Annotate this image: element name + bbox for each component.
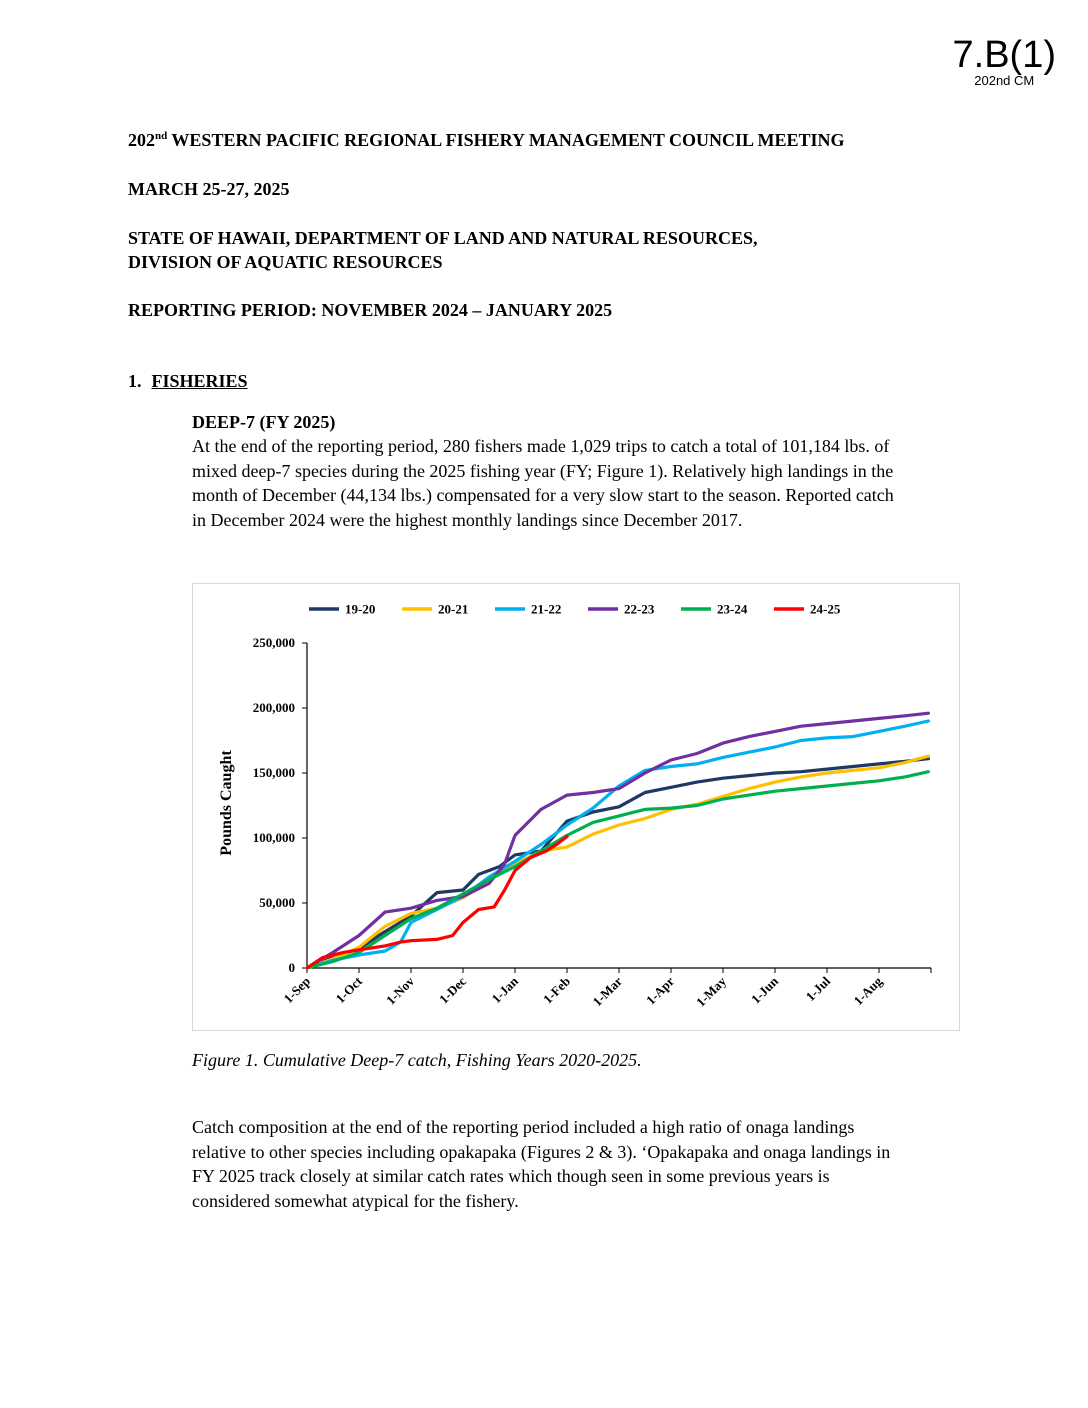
series-line-23-24 xyxy=(307,772,928,968)
y-tick-label: 200,000 xyxy=(252,700,295,715)
x-tick-label: 1-Oct xyxy=(332,973,366,1007)
x-tick-label: 1-Aug xyxy=(850,973,886,1009)
series-lines xyxy=(307,713,928,968)
x-tick-label: 1-Nov xyxy=(383,973,418,1008)
section-title: FISHERIES xyxy=(151,371,248,391)
subsection-heading: DEEP-7 (FY 2025) xyxy=(192,412,336,432)
paragraph-deep7-summary xyxy=(192,434,967,532)
x-tick-label: 1-Mar xyxy=(589,973,626,1010)
y-tick-label: 50,000 xyxy=(259,895,295,910)
paragraph-catch-composition xyxy=(192,1115,967,1213)
document-stamp xyxy=(953,36,1056,88)
meeting-title-text: WESTERN PACIFIC REGIONAL FISHERY MANAGEMENT COUNCIL MEETING xyxy=(167,130,845,150)
y-tick-label: 150,000 xyxy=(252,765,295,780)
agency-line-2: DIVISION OF AQUATIC RESOURCES xyxy=(128,252,443,272)
agency-line-1: STATE OF HAWAII, DEPARTMENT OF LAND AND NATURAL RESOURCES, xyxy=(128,228,758,248)
series-line-22-23 xyxy=(307,713,928,968)
x-tick-label: 1-May xyxy=(692,973,730,1010)
x-tick-label: 1-Jul xyxy=(802,973,834,1005)
paragraph-line: mixed deep-7 species during the 2025 fishing year (FY; Figure 1). Relatively high landings in the xyxy=(192,460,894,481)
meeting-number: 202 xyxy=(128,130,155,150)
x-axis xyxy=(281,968,931,1010)
x-tick-label: 1-Dec xyxy=(436,973,470,1007)
legend-label-24-25: 24-25 xyxy=(810,601,841,617)
x-tick-label: 1-Jan xyxy=(488,973,522,1007)
legend-label-20-21: 20-21 xyxy=(438,601,469,617)
reporting-period: REPORTING PERIOD: NOVEMBER 2024 – JANUARY 2025 xyxy=(128,300,613,320)
y-axis-title: Pounds Caught xyxy=(218,750,235,856)
paragraph-line: month of December (44,134 lbs.) compensated for a very slow start to the season. Reported catch xyxy=(192,485,894,505)
figure-1-chart xyxy=(192,583,960,1031)
meeting-dates: MARCH 25-27, 2025 xyxy=(128,179,290,199)
y-tick-label: 0 xyxy=(288,960,295,975)
chart-legend xyxy=(309,602,841,617)
paragraph-line: FY 2025 track closely at similar catch rates which though seen in some previous years is xyxy=(192,1166,830,1186)
legend-label-23-24: 23-24 xyxy=(717,601,748,617)
stamp-code: 7.B(1) xyxy=(952,34,1056,76)
legend-label-19-20: 19-20 xyxy=(345,601,376,617)
x-tick-label: 1-Jun xyxy=(748,973,782,1007)
legend-label-21-22: 21-22 xyxy=(531,601,562,617)
paragraph-line: At the end of the reporting period, 280 fishers made 1,029 trips to catch a total of 101,184 lbs. of xyxy=(192,436,890,456)
legend-label-22-23: 22-23 xyxy=(624,601,655,617)
series-line-21-22 xyxy=(307,721,928,968)
figure-caption: Figure 1. Cumulative Deep-7 catch, Fishing Years 2020-2025. xyxy=(192,1050,642,1070)
paragraph-line: Catch composition at the end of the reporting period included a high ratio of onaga landings xyxy=(192,1117,855,1137)
x-tick-label: 1-Sep xyxy=(280,973,314,1007)
x-tick-label: 1-Feb xyxy=(540,973,574,1007)
meeting-number-suffix: nd xyxy=(155,130,168,142)
meeting-title xyxy=(128,128,845,152)
x-tick-label: 1-Apr xyxy=(643,973,678,1008)
paragraph-line: considered somewhat atypical for the fishery. xyxy=(192,1190,519,1211)
stamp-subtitle: 202nd CM xyxy=(974,73,1035,88)
y-tick-label: 250,000 xyxy=(252,635,295,650)
paragraph-line: in December 2024 were the highest monthly landings since December 2017. xyxy=(192,509,743,530)
section-number: 1. xyxy=(128,371,142,391)
y-tick-label: 100,000 xyxy=(252,830,295,845)
y-axis xyxy=(253,635,307,975)
paragraph-line: relative to other species including opakapaka (Figures 2 & 3). ‘Opakapaka and onaga landings in xyxy=(192,1141,891,1162)
section-heading xyxy=(128,371,248,392)
cumulative-catch-chart xyxy=(193,584,961,1032)
